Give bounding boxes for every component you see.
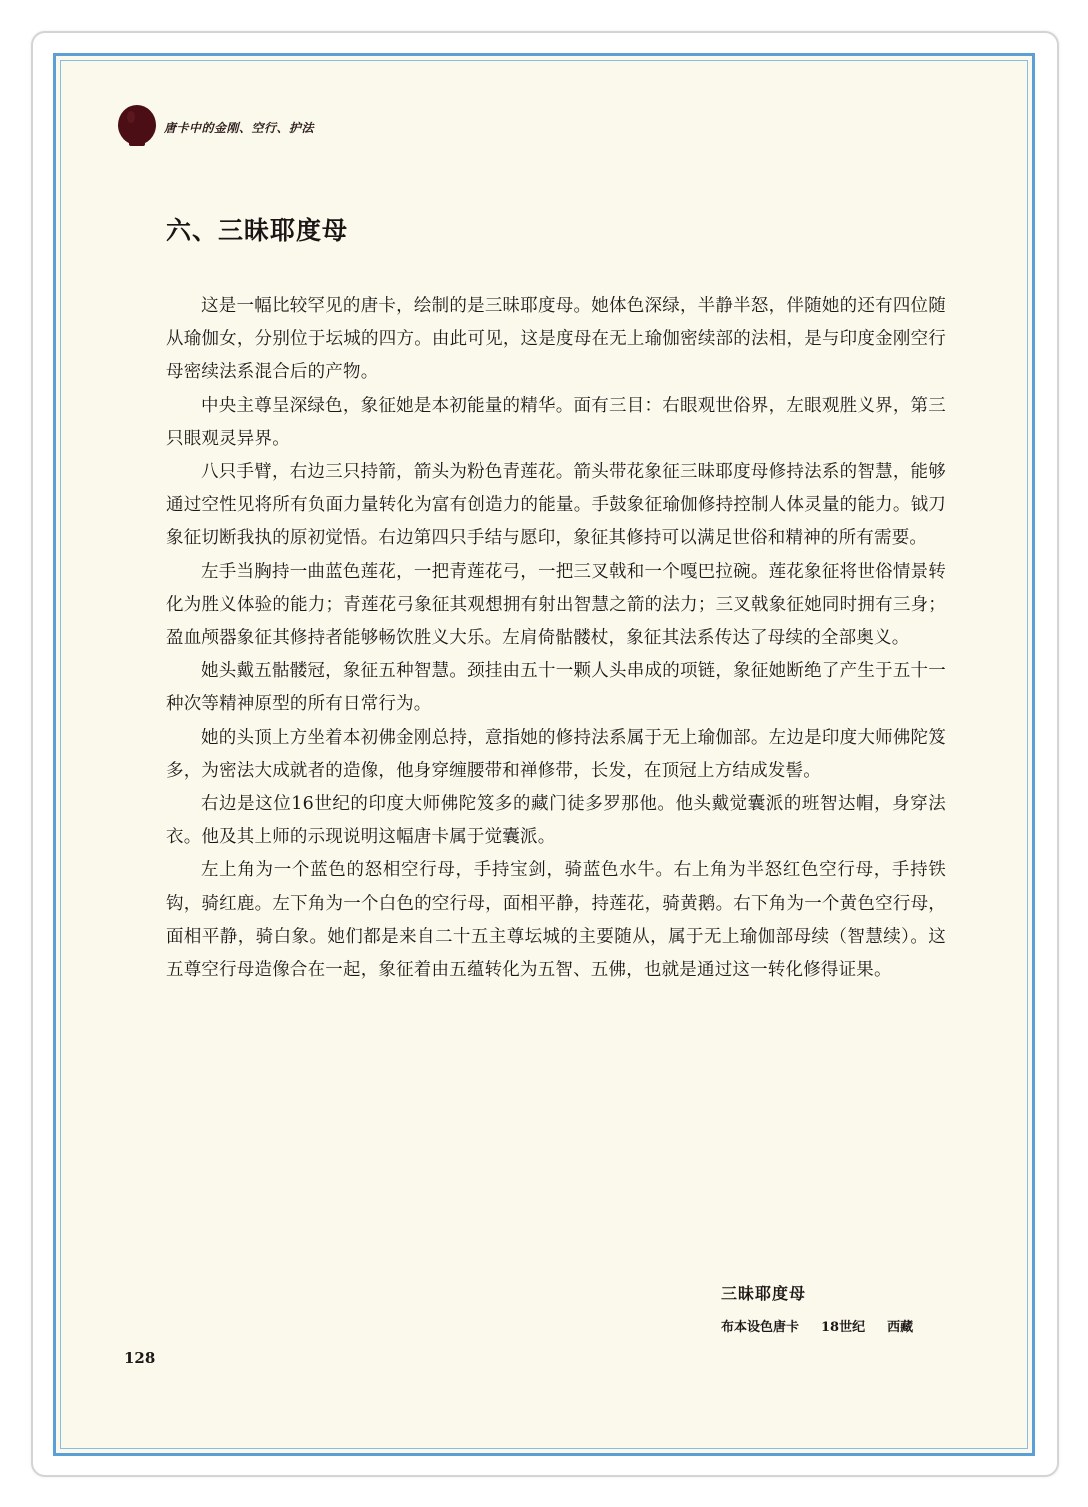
running-header xyxy=(116,102,314,146)
caption-title: 三昧耶度母 xyxy=(721,1284,807,1303)
paragraph: 中央主尊呈深绿色，象征她是本初能量的精华。面有三目：右眼观世俗界，左眼观胜义界，第三只眼观灵异界。 xyxy=(166,395,946,449)
dark-vessel-emblem-icon xyxy=(116,101,158,147)
paragraph: 她头戴五骷髅冠，象征五种智慧。颈挂由五十一颗人头串成的项链，象征她断绝了产生于五十一种次等精神原型的所有日常行为。 xyxy=(166,661,946,715)
caption-century: 18世纪 xyxy=(821,1320,866,1335)
paragraph: 她的头顶上方坐着本初佛金刚总持，意指她的修持法系属于无上瑜伽部。左边是印度大师佛陀笈多，为密法大成就者的造像，他身穿缠腰带和禅修带，长发，在顶冠上方结成发髻。 xyxy=(166,727,946,781)
running-header-title: 唐卡中的金刚、空行、护法 xyxy=(164,120,315,135)
paragraph: 八只手臂，右边三只持箭，箭头为粉色青莲花。箭头带花象征三昧耶度母修持法系的智慧，能够通过空性见将所有负面力量转化为富有创造力的能量。手鼓象征瑜伽修持控制人体灵量的能力。钺刀象征切断我执的原初觉悟。右边第四只手结与愿印，象征其修持可以满足世俗和精神的所有需要。 xyxy=(166,462,946,549)
caption-medium: 布本设色唐卡 xyxy=(721,1320,800,1335)
figure-caption xyxy=(721,1281,913,1335)
paragraph: 左上角为一个蓝色的怒相空行母，手持宝剑，骑蓝色水牛。右上角为半怒红色空行母，手持铁钩，骑红鹿。左下角为一个白色的空行母，面相平静，持莲花，骑黄鹅。右下角为一个黄色空行母，面相平静，骑白象。她们都是来自二十五主尊坛城的主要随从，属于无上瑜伽部母续（智慧续）。这五尊空行母造像合在一起，象征着由五蕴转化为五智、五佛，也就是通过这一转化修得证果。 xyxy=(166,860,946,981)
caption-meta xyxy=(721,1316,913,1335)
paragraph: 右边是这位16世纪的印度大师佛陀笈多的藏门徒多罗那他。他头戴觉囊派的班智达帽，身穿法衣。他及其上师的示现说明这幅唐卡属于觉囊派。 xyxy=(166,794,946,848)
page-frame xyxy=(53,53,1035,1456)
section-title: 六、三昧耶度母 xyxy=(166,216,349,245)
caption-region: 西藏 xyxy=(887,1320,914,1335)
body-text xyxy=(166,290,946,987)
paragraph: 这是一幅比较罕见的唐卡，绘制的是三昧耶度母。她体色深绿，半静半怒，伴随她的还有四位随从瑜伽女，分别位于坛城的四方。由此可见，这是度母在无上瑜伽密续部的法相，是与印度金刚空行母密续法系混合后的产物。 xyxy=(166,296,946,383)
page-number: 128 xyxy=(124,1349,156,1367)
paragraph: 左手当胸持一曲蓝色莲花，一把青莲花弓，一把三叉戟和一个嘎巴拉碗。莲花象征将世俗情景转化为胜义体验的能力；青莲花弓象征其观想拥有射出智慧之箭的法力；三叉戟象征她同时拥有三身；盈血颅器象征其修持者能够畅饮胜义大乐。左肩倚骷髅杖，象征其法系传达了母续的全部奥义。 xyxy=(166,561,946,649)
